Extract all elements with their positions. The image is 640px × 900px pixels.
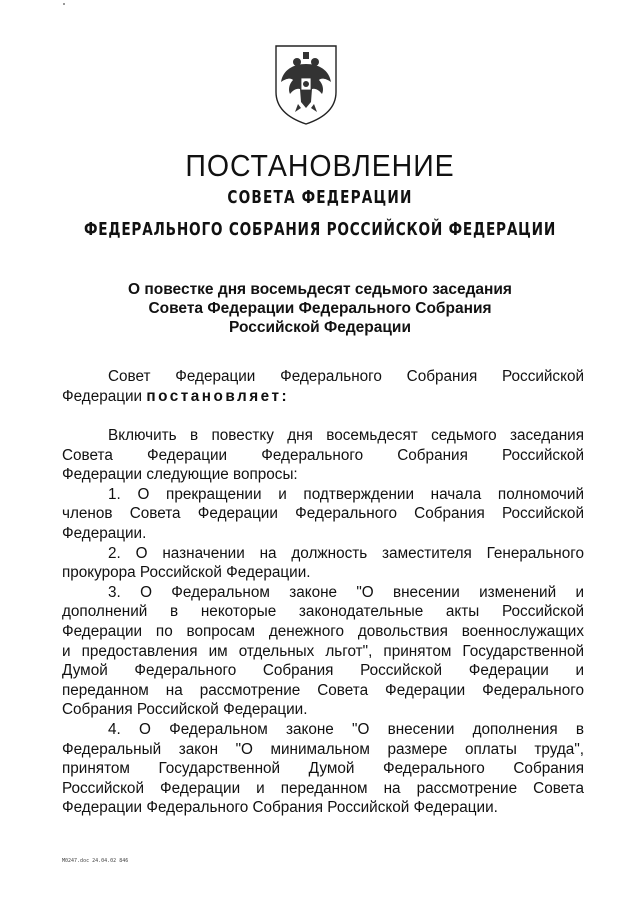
agenda-item-3-line: и предоставления им отдельных льгот", принятом Государственной bbox=[62, 642, 584, 660]
document-footer-code: M0247.doc 24.04.02 846 bbox=[62, 858, 129, 864]
agenda-item-3-line: переданном на рассмотрение Совета Федерации Федерального bbox=[62, 681, 584, 699]
agenda-item-1-line: Федерации. bbox=[62, 524, 147, 542]
issuing-body: СОВЕТА ФЕДЕРАЦИИ bbox=[227, 188, 413, 208]
agenda-item-3-line: 3. О Федеральном законе "О внесении изменений и bbox=[108, 583, 584, 601]
agenda-item-4-line: Федерации Федерального Собрания Российской Федерации. bbox=[62, 799, 498, 817]
agenda-item-3-line: Собрания Российской Федерации. bbox=[62, 701, 308, 719]
agenda-item-1-line: 1. О прекращении и подтверждении начала полномочий bbox=[108, 485, 584, 503]
intro-line: Совета Федерации Федерального Собрания Российской bbox=[62, 446, 584, 464]
subject-line: О повестке дня восемьдесят седьмого заседания bbox=[128, 281, 512, 298]
subject-line: Российской Федерации bbox=[229, 319, 411, 336]
preamble bbox=[62, 367, 584, 406]
agenda-item-4-line: 4. О Федеральном законе "О внесении дополнения в bbox=[108, 720, 584, 738]
subject-line: Совета Федерации Федерального Собрания bbox=[148, 300, 492, 317]
agenda-item-3-line: Федерации по вопросам денежного довольствия военнослужащих bbox=[62, 622, 584, 640]
resolves-word: постановляет: bbox=[146, 387, 290, 405]
issuing-assembly: ФЕДЕРАЛЬНОГО СОБРАНИЯ РОССИЙСКОЙ ФЕДЕРАЦИИ bbox=[83, 220, 557, 240]
resolution-subject bbox=[0, 280, 640, 337]
preamble-prefix: Федерации bbox=[62, 387, 143, 405]
agenda-item-3-line: Думой Федерального Собрания Российской Федерации и bbox=[62, 662, 584, 680]
preamble-line: Совет Федерации Федерального Собрания Российской bbox=[108, 368, 584, 385]
intro-line: Федерации следующие вопросы: bbox=[62, 466, 298, 484]
agenda-item-2-line: прокурора Российской Федерации. bbox=[62, 564, 311, 582]
agenda-item-1-line: членов Совета Федерации Федерального Собрания Российской bbox=[62, 505, 584, 523]
agenda-item-2-line: 2. О назначении на должность заместителя Генерального bbox=[108, 544, 584, 562]
intro-line: Включить в повестку дня восемьдесят седьмого заседания bbox=[108, 427, 584, 444]
resolution-body bbox=[62, 426, 584, 818]
agenda-item-4-line: Российской Федерации и переданном на рассмотрение Совета bbox=[62, 779, 584, 797]
agenda-item-3-line: дополнений в некоторые законодательные акты Российской bbox=[62, 603, 584, 621]
agenda-item-4-line: Федеральный закон "О минимальном размере оплаты труда", bbox=[62, 740, 584, 758]
scan-speck bbox=[63, 3, 65, 5]
agenda-item-4-line: принятом Государственной Думой Федерального Собрания bbox=[62, 760, 584, 778]
coat-of-arms-emblem bbox=[273, 42, 339, 126]
preamble-line bbox=[62, 387, 584, 407]
document-title: ПОСТАНОВЛЕНИЕ bbox=[185, 148, 455, 183]
